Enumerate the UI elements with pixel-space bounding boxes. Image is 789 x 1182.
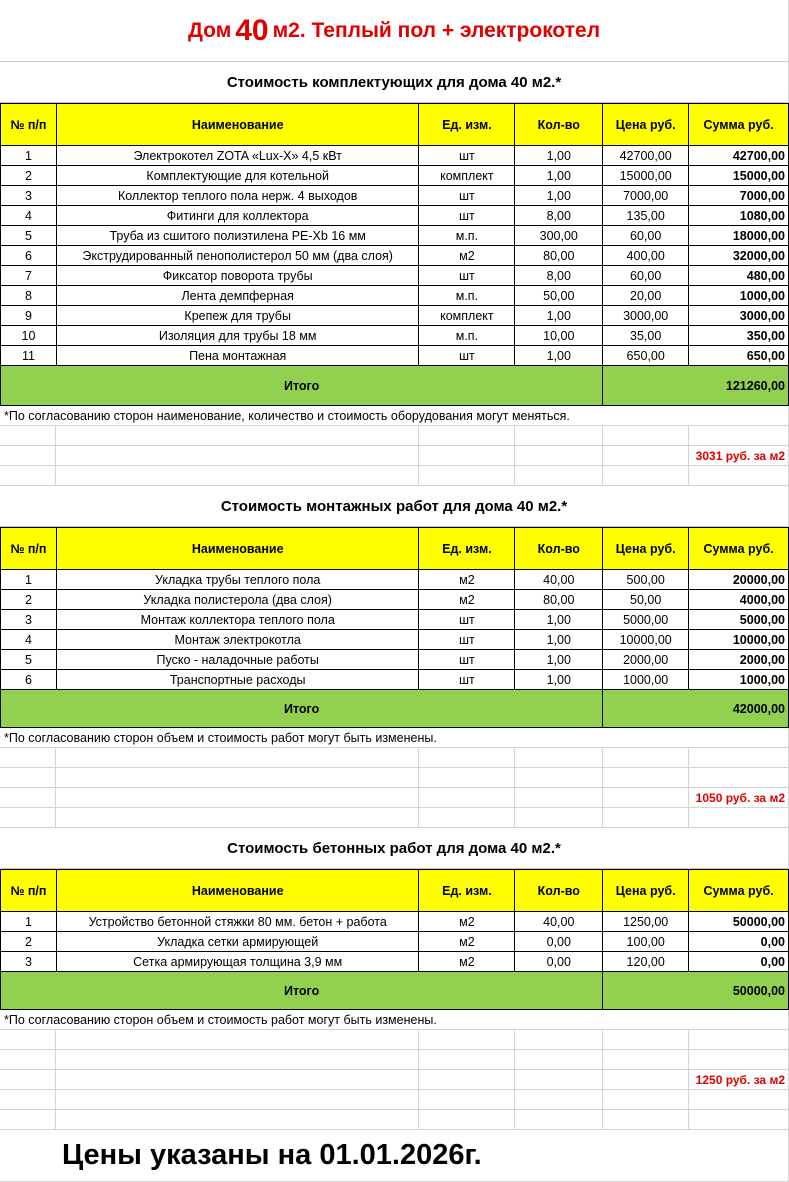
row-number: 11 xyxy=(1,346,57,366)
table-row xyxy=(0,206,789,226)
quantity: 300,00 xyxy=(515,226,603,246)
row-number: 2 xyxy=(1,590,57,610)
row-number: 3 xyxy=(1,952,57,972)
sum: 0,00 xyxy=(689,952,789,972)
unit: шт xyxy=(419,186,515,206)
table-row xyxy=(0,246,789,266)
empty-cell xyxy=(603,446,689,466)
empty-cell xyxy=(689,1050,789,1070)
header-sum: Сумма руб. xyxy=(689,870,789,912)
empty-cell xyxy=(603,1050,689,1070)
empty-cell xyxy=(419,1110,515,1130)
sum: 0,00 xyxy=(689,932,789,952)
item-name: Электрокотел ZOTA «Lux-X» 4,5 кВт xyxy=(57,146,420,166)
row-number: 1 xyxy=(1,146,57,166)
row-number: 1 xyxy=(1,912,57,932)
item-name: Сетка армирующая толщина 3,9 мм xyxy=(57,952,420,972)
empty-cell xyxy=(419,748,515,768)
section-note: *По согласованию сторон объем и стоимость работ могут быть изменены. xyxy=(0,728,789,748)
table-row xyxy=(0,146,789,166)
table-row xyxy=(0,266,789,286)
price: 100,00 xyxy=(603,932,689,952)
item-name: Крепеж для трубы xyxy=(57,306,420,326)
table-row xyxy=(0,186,789,206)
empty-row xyxy=(0,748,789,768)
empty-cell xyxy=(0,1030,56,1050)
total-label: Итого xyxy=(1,366,603,406)
empty-cell xyxy=(515,1090,603,1110)
empty-cell xyxy=(56,808,419,828)
quantity: 1,00 xyxy=(515,610,603,630)
empty-cell xyxy=(0,1070,56,1090)
item-name: Пена монтажная xyxy=(57,346,420,366)
unit: шт xyxy=(419,206,515,226)
empty-cell xyxy=(603,426,689,446)
empty-cell xyxy=(603,1090,689,1110)
empty-cell xyxy=(603,808,689,828)
title-row xyxy=(0,0,789,62)
header-price: Цена руб. xyxy=(603,528,689,570)
empty-cell xyxy=(689,748,789,768)
sum: 2000,00 xyxy=(689,650,789,670)
title-prefix: Дом xyxy=(187,18,232,42)
section-title: Стоимость бетонных работ для дома 40 м2.* xyxy=(0,828,789,869)
quantity: 1,00 xyxy=(515,306,603,326)
section-title: Стоимость монтажных работ для дома 40 м2.* xyxy=(0,486,789,527)
empty-cell xyxy=(56,446,419,466)
empty-row xyxy=(0,426,789,446)
table-row xyxy=(0,306,789,326)
unit: комплект xyxy=(419,306,515,326)
empty-cell xyxy=(515,1070,603,1090)
unit: м.п. xyxy=(419,226,515,246)
table-row xyxy=(0,630,789,650)
price: 7000,00 xyxy=(603,186,689,206)
header-unit: Ед. изм. xyxy=(419,104,515,146)
empty-row xyxy=(0,1110,789,1130)
table-row xyxy=(0,650,789,670)
total-row xyxy=(0,690,789,728)
price-date-note: Цены указаны на 01.01.2026г. xyxy=(0,1130,789,1182)
row-number: 10 xyxy=(1,326,57,346)
empty-cell xyxy=(56,1070,419,1090)
unit: м.п. xyxy=(419,286,515,306)
per-m2-cell xyxy=(689,788,789,808)
price: 60,00 xyxy=(603,226,689,246)
empty-cell xyxy=(419,1070,515,1090)
empty-cell xyxy=(419,808,515,828)
row-number: 2 xyxy=(1,932,57,952)
empty-cell xyxy=(689,1110,789,1130)
empty-cell xyxy=(515,748,603,768)
sum: 650,00 xyxy=(689,346,789,366)
empty-cell xyxy=(56,426,419,446)
sum: 1080,00 xyxy=(689,206,789,226)
row-number: 3 xyxy=(1,610,57,630)
note-row xyxy=(0,1010,789,1030)
price: 3000,00 xyxy=(603,306,689,326)
quantity: 40,00 xyxy=(515,570,603,590)
total-sum: 121260,00 xyxy=(603,366,789,406)
price: 1250,00 xyxy=(603,912,689,932)
price: 500,00 xyxy=(603,570,689,590)
empty-cell xyxy=(515,768,603,788)
quantity: 1,00 xyxy=(515,630,603,650)
unit: м.п. xyxy=(419,326,515,346)
row-number: 4 xyxy=(1,630,57,650)
price: 400,00 xyxy=(603,246,689,266)
sum: 10000,00 xyxy=(689,630,789,650)
empty-cell xyxy=(419,1030,515,1050)
empty-cell xyxy=(515,808,603,828)
sum: 32000,00 xyxy=(689,246,789,266)
empty-cell xyxy=(56,466,419,486)
footer-row xyxy=(0,1130,789,1182)
quantity: 40,00 xyxy=(515,912,603,932)
empty-cell xyxy=(0,1050,56,1070)
total-sum: 50000,00 xyxy=(603,972,789,1010)
empty-row xyxy=(0,1050,789,1070)
per-m2-cell xyxy=(689,446,789,466)
header-sum: Сумма руб. xyxy=(689,104,789,146)
empty-cell xyxy=(56,1090,419,1110)
unit: м2 xyxy=(419,932,515,952)
per-m2-price: 3031 руб. за м2 xyxy=(695,448,785,463)
header-sum: Сумма руб. xyxy=(689,528,789,570)
price: 2000,00 xyxy=(603,650,689,670)
total-sum: 42000,00 xyxy=(603,690,789,728)
header-number: № п/п xyxy=(1,104,57,146)
unit: шт xyxy=(419,146,515,166)
quantity: 1,00 xyxy=(515,670,603,690)
section-3 xyxy=(0,828,789,1130)
item-name: Укладка полистерола (два слоя) xyxy=(57,590,420,610)
item-name: Комплектующие для котельной xyxy=(57,166,420,186)
sum: 350,00 xyxy=(689,326,789,346)
row-number: 5 xyxy=(1,650,57,670)
quantity: 0,00 xyxy=(515,952,603,972)
section-title-row xyxy=(0,486,789,527)
empty-cell xyxy=(689,466,789,486)
page-title xyxy=(0,0,789,62)
unit: комплект xyxy=(419,166,515,186)
empty-cell xyxy=(56,1050,419,1070)
section-note: *По согласованию сторон объем и стоимость работ могут быть изменены. xyxy=(0,1010,789,1030)
item-name: Лента демпферная xyxy=(57,286,420,306)
per-m2-row xyxy=(0,1070,789,1090)
empty-cell xyxy=(419,1090,515,1110)
row-number: 4 xyxy=(1,206,57,226)
sum: 480,00 xyxy=(689,266,789,286)
empty-cell xyxy=(0,788,56,808)
row-number: 3 xyxy=(1,186,57,206)
unit: м2 xyxy=(419,570,515,590)
row-number: 5 xyxy=(1,226,57,246)
header-price: Цена руб. xyxy=(603,870,689,912)
empty-cell xyxy=(419,1050,515,1070)
quantity: 80,00 xyxy=(515,590,603,610)
total-label: Итого xyxy=(1,972,603,1010)
unit: м2 xyxy=(419,590,515,610)
empty-cell xyxy=(0,1090,56,1110)
table-row xyxy=(0,286,789,306)
price: 5000,00 xyxy=(603,610,689,630)
sum: 15000,00 xyxy=(689,166,789,186)
note-row xyxy=(0,728,789,748)
price: 10000,00 xyxy=(603,630,689,650)
unit: шт xyxy=(419,610,515,630)
empty-cell xyxy=(515,446,603,466)
row-number: 8 xyxy=(1,286,57,306)
header-quantity: Кол-во xyxy=(515,870,603,912)
price: 135,00 xyxy=(603,206,689,226)
price: 35,00 xyxy=(603,326,689,346)
item-name: Устройство бетонной стяжки 80 мм. бетон + работа xyxy=(57,912,420,932)
empty-cell xyxy=(0,426,56,446)
sum: 1000,00 xyxy=(689,670,789,690)
sum: 5000,00 xyxy=(689,610,789,630)
table-row xyxy=(0,326,789,346)
table-header-row xyxy=(0,527,789,570)
unit: шт xyxy=(419,650,515,670)
table-row xyxy=(0,226,789,246)
header-number: № п/п xyxy=(1,528,57,570)
item-name: Фиксатор поворота трубы xyxy=(57,266,420,286)
item-name: Монтаж коллектора теплого пола xyxy=(57,610,420,630)
header-name: Наименование xyxy=(57,870,420,912)
quantity: 1,00 xyxy=(515,146,603,166)
empty-cell xyxy=(419,426,515,446)
empty-cell xyxy=(689,768,789,788)
empty-cell xyxy=(603,1070,689,1090)
empty-row xyxy=(0,1030,789,1050)
empty-cell xyxy=(515,1030,603,1050)
empty-cell xyxy=(515,466,603,486)
empty-row xyxy=(0,768,789,788)
empty-cell xyxy=(689,1090,789,1110)
section-title: Стоимость комплектующих для дома 40 м2.* xyxy=(0,62,789,103)
per-m2-price: 1050 руб. за м2 xyxy=(695,790,785,805)
quantity: 0,00 xyxy=(515,932,603,952)
empty-cell xyxy=(603,748,689,768)
price: 120,00 xyxy=(603,952,689,972)
item-name: Экструдированный пенополистерол 50 мм (два слоя) xyxy=(57,246,420,266)
empty-row xyxy=(0,1090,789,1110)
unit: шт xyxy=(419,346,515,366)
table-row xyxy=(0,610,789,630)
item-name: Изоляция для трубы 18 мм xyxy=(57,326,420,346)
title-suffix: м2. Теплый пол + электрокотел xyxy=(272,18,601,42)
table-row xyxy=(0,932,789,952)
quantity: 1,00 xyxy=(515,650,603,670)
header-unit: Ед. изм. xyxy=(419,528,515,570)
empty-cell xyxy=(603,1110,689,1130)
empty-cell xyxy=(56,1030,419,1050)
table-row xyxy=(0,166,789,186)
empty-cell xyxy=(515,426,603,446)
table-header-row xyxy=(0,869,789,912)
header-unit: Ед. изм. xyxy=(419,870,515,912)
total-label: Итого xyxy=(1,690,603,728)
row-number: 1 xyxy=(1,570,57,590)
header-quantity: Кол-во xyxy=(515,104,603,146)
unit: шт xyxy=(419,266,515,286)
empty-cell xyxy=(419,768,515,788)
table-row xyxy=(0,670,789,690)
row-number: 9 xyxy=(1,306,57,326)
header-number: № п/п xyxy=(1,870,57,912)
sum: 1000,00 xyxy=(689,286,789,306)
header-name: Наименование xyxy=(57,104,420,146)
empty-cell xyxy=(56,748,419,768)
per-m2-row xyxy=(0,788,789,808)
empty-cell xyxy=(689,1030,789,1050)
empty-cell xyxy=(515,1050,603,1070)
item-name: Коллектор теплого пола нерж. 4 выходов xyxy=(57,186,420,206)
header-price: Цена руб. xyxy=(603,104,689,146)
empty-row xyxy=(0,808,789,828)
title-area-number: 40 xyxy=(235,13,269,47)
empty-cell xyxy=(56,788,419,808)
table-row xyxy=(0,952,789,972)
item-name: Фитинги для коллектора xyxy=(57,206,420,226)
table-row xyxy=(0,346,789,366)
empty-cell xyxy=(0,446,56,466)
row-number: 6 xyxy=(1,246,57,266)
sum: 50000,00 xyxy=(689,912,789,932)
empty-cell xyxy=(515,788,603,808)
quantity: 10,00 xyxy=(515,326,603,346)
empty-cell xyxy=(0,466,56,486)
section-1 xyxy=(0,62,789,486)
empty-cell xyxy=(419,788,515,808)
sections-container xyxy=(0,62,789,1130)
table-row xyxy=(0,912,789,932)
quantity: 1,00 xyxy=(515,186,603,206)
price: 15000,00 xyxy=(603,166,689,186)
price: 50,00 xyxy=(603,590,689,610)
empty-cell xyxy=(603,466,689,486)
total-row xyxy=(0,972,789,1010)
quantity: 8,00 xyxy=(515,266,603,286)
sum: 42700,00 xyxy=(689,146,789,166)
empty-cell xyxy=(0,768,56,788)
price: 42700,00 xyxy=(603,146,689,166)
quantity: 1,00 xyxy=(515,346,603,366)
item-name: Укладка сетки армирующей xyxy=(57,932,420,952)
price: 1000,00 xyxy=(603,670,689,690)
empty-cell xyxy=(603,788,689,808)
table-header-row xyxy=(0,103,789,146)
sum: 3000,00 xyxy=(689,306,789,326)
empty-row xyxy=(0,466,789,486)
empty-cell xyxy=(689,808,789,828)
quantity: 80,00 xyxy=(515,246,603,266)
empty-cell xyxy=(0,1110,56,1130)
empty-cell xyxy=(603,1030,689,1050)
price: 20,00 xyxy=(603,286,689,306)
table-row xyxy=(0,590,789,610)
item-name: Транспортные расходы xyxy=(57,670,420,690)
table-row xyxy=(0,570,789,590)
empty-cell xyxy=(515,1110,603,1130)
quantity: 1,00 xyxy=(515,166,603,186)
per-m2-cell xyxy=(689,1070,789,1090)
sum: 18000,00 xyxy=(689,226,789,246)
row-number: 2 xyxy=(1,166,57,186)
unit: м2 xyxy=(419,912,515,932)
price: 60,00 xyxy=(603,266,689,286)
section-title-row xyxy=(0,62,789,103)
header-name: Наименование xyxy=(57,528,420,570)
item-name: Труба из сшитого полиэтилена PE-Xb 16 мм xyxy=(57,226,420,246)
header-quantity: Кол-во xyxy=(515,528,603,570)
per-m2-price: 1250 руб. за м2 xyxy=(695,1072,785,1087)
row-number: 6 xyxy=(1,670,57,690)
item-name: Пуско - наладочные работы xyxy=(57,650,420,670)
empty-cell xyxy=(56,1110,419,1130)
total-row xyxy=(0,366,789,406)
price: 650,00 xyxy=(603,346,689,366)
unit: шт xyxy=(419,630,515,650)
empty-cell xyxy=(419,446,515,466)
unit: шт xyxy=(419,670,515,690)
per-m2-row xyxy=(0,446,789,466)
empty-cell xyxy=(0,748,56,768)
unit: м2 xyxy=(419,952,515,972)
section-note: *По согласованию сторон наименование, количество и стоимость оборудования могут меняться. xyxy=(0,406,789,426)
empty-cell xyxy=(0,808,56,828)
quantity: 50,00 xyxy=(515,286,603,306)
row-number: 7 xyxy=(1,266,57,286)
empty-cell xyxy=(56,768,419,788)
sum: 20000,00 xyxy=(689,570,789,590)
empty-cell xyxy=(419,466,515,486)
sum: 7000,00 xyxy=(689,186,789,206)
note-row xyxy=(0,406,789,426)
empty-cell xyxy=(689,426,789,446)
empty-cell xyxy=(603,768,689,788)
quantity: 8,00 xyxy=(515,206,603,226)
section-2 xyxy=(0,486,789,828)
unit: м2 xyxy=(419,246,515,266)
section-title-row xyxy=(0,828,789,869)
item-name: Укладка трубы теплого пола xyxy=(57,570,420,590)
sum: 4000,00 xyxy=(689,590,789,610)
item-name: Монтаж электрокотла xyxy=(57,630,420,650)
